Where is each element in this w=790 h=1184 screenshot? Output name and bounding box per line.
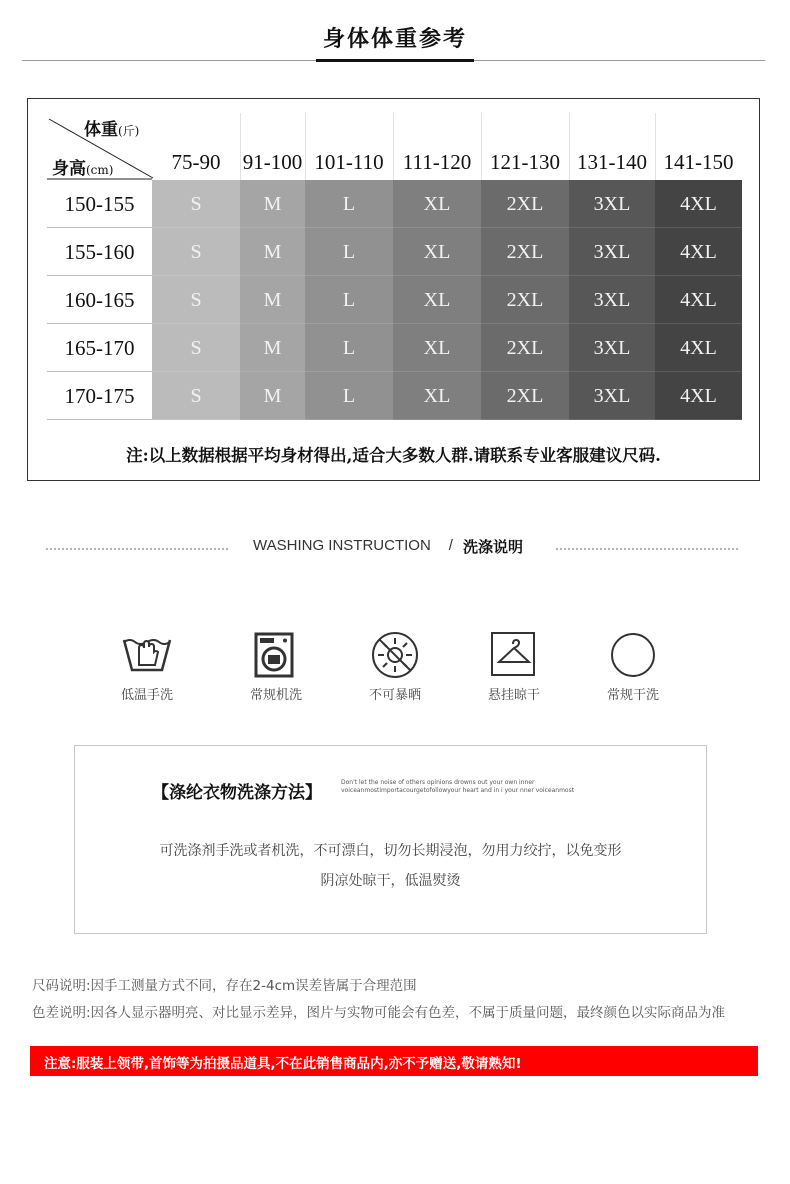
- size-table-note: 注:以上数据根据平均身材得出,适合大多数人群.请联系专业客服建议尺码.: [126, 446, 661, 465]
- column-separator: [481, 113, 482, 180]
- size-note: 尺码说明:因手工测量方式不同，存在2-4cm误差皆属于合理范围: [32, 978, 417, 994]
- column-separator: [655, 113, 656, 180]
- height-row-header: 155-160: [64, 240, 135, 264]
- size-cell: 4XL: [655, 324, 742, 372]
- dotted-line-right: [556, 548, 738, 550]
- column-separator: [569, 113, 570, 180]
- column-separator: [240, 113, 241, 180]
- size-cell: S: [152, 324, 240, 372]
- page-title: 身体体重参考: [322, 27, 467, 52]
- height-row-header: 150-155: [64, 192, 135, 216]
- size-cell: L: [305, 324, 393, 372]
- dry-clean-icon: [608, 630, 658, 680]
- polyester-care-title: 【涤纶衣物洗涤方法】: [152, 783, 322, 803]
- weight-column-header: 131-140: [577, 150, 647, 174]
- dotted-line-left: [46, 548, 228, 550]
- size-cell: XL: [393, 324, 481, 372]
- size-cell: 3XL: [569, 276, 655, 324]
- size-cell: 2XL: [481, 324, 569, 372]
- hand-wash-icon: [122, 630, 172, 680]
- size-cell: S: [152, 276, 240, 324]
- weight-column-header: 121-130: [490, 150, 560, 174]
- height-row-header: 160-165: [64, 288, 135, 312]
- size-cell: M: [240, 180, 305, 228]
- size-cell: L: [305, 180, 393, 228]
- warning-text: 注意:服装上领带,首饰等为拍摄品道具,不在此销售商品内,亦不予赠送,敬请熟知!: [44, 1056, 522, 1072]
- no-sun-icon: [370, 630, 420, 680]
- size-cell: 4XL: [655, 180, 742, 228]
- hang-dry-icon: [489, 630, 539, 680]
- size-cell: L: [305, 276, 393, 324]
- size-cell: 2XL: [481, 228, 569, 276]
- weight-column-header: 141-150: [663, 150, 734, 174]
- size-cell: 3XL: [569, 228, 655, 276]
- size-cell: M: [240, 276, 305, 324]
- size-cell: M: [240, 324, 305, 372]
- weight-column-header: 75-90: [171, 150, 221, 174]
- size-cell: 2XL: [481, 372, 569, 420]
- size-cell: 2XL: [481, 180, 569, 228]
- polyester-care-text-2: 阴凉处晾干，低温熨烫: [320, 873, 461, 889]
- height-row-header: 165-170: [64, 336, 135, 360]
- column-separator: [393, 113, 394, 180]
- size-cell: S: [152, 372, 240, 420]
- weight-axis-label: 体重(斤): [84, 120, 140, 140]
- size-cell: 4XL: [655, 276, 742, 324]
- size-cell: XL: [393, 228, 481, 276]
- care-label-hand-wash: 低温手洗: [120, 688, 173, 703]
- care-label-machine-wash: 常规机洗: [249, 688, 302, 703]
- polyester-english-text: Don't let the noise of others opinions drowns out your own inner voiceanmostimportacourgetofollowyour heart and in i your nner voiceanmost: [341, 779, 575, 794]
- washing-title-en: WASHING INSTRUCTION /: [253, 537, 453, 554]
- size-cell: 4XL: [655, 228, 742, 276]
- polyester-care-text-1: 可洗涤剂手洗或者机洗，不可漂白，切勿长期浸泡，勿用力绞拧，以免变形: [159, 843, 622, 859]
- size-cell: L: [305, 228, 393, 276]
- size-cell: XL: [393, 372, 481, 420]
- size-cell: S: [152, 228, 240, 276]
- size-cell: 3XL: [569, 324, 655, 372]
- weight-column-header: 111-120: [402, 150, 472, 174]
- washing-title-cn: 洗涤说明: [463, 538, 524, 556]
- size-cell: 3XL: [569, 180, 655, 228]
- height-row-header: 170-175: [64, 384, 135, 408]
- row-divider: [47, 419, 152, 420]
- column-separator: [305, 113, 306, 180]
- size-cell: L: [305, 372, 393, 420]
- care-label-no-sun: 不可暴晒: [368, 688, 421, 703]
- color-note: 色差说明:因各人显示器明亮、对比显示差异，图片与实物可能会有色差，不属于质量问题，最终颜色以实际商品为准: [32, 1005, 726, 1021]
- weight-column-header: 101-110: [314, 150, 384, 174]
- size-cell: 2XL: [481, 276, 569, 324]
- care-label-dry-clean: 常规干洗: [606, 688, 659, 703]
- machine-wash-icon: [250, 630, 300, 680]
- size-cell: 3XL: [569, 372, 655, 420]
- size-cell: M: [240, 372, 305, 420]
- size-cell: XL: [393, 276, 481, 324]
- size-cell: XL: [393, 180, 481, 228]
- care-label-hang-dry: 悬挂晾干: [487, 688, 540, 703]
- height-axis-label: 身高(cm): [52, 159, 114, 179]
- title-underline: [316, 59, 474, 62]
- weight-column-header: 91-100: [242, 150, 303, 174]
- size-cell: M: [240, 228, 305, 276]
- size-cell: 4XL: [655, 372, 742, 420]
- size-cell: S: [152, 180, 240, 228]
